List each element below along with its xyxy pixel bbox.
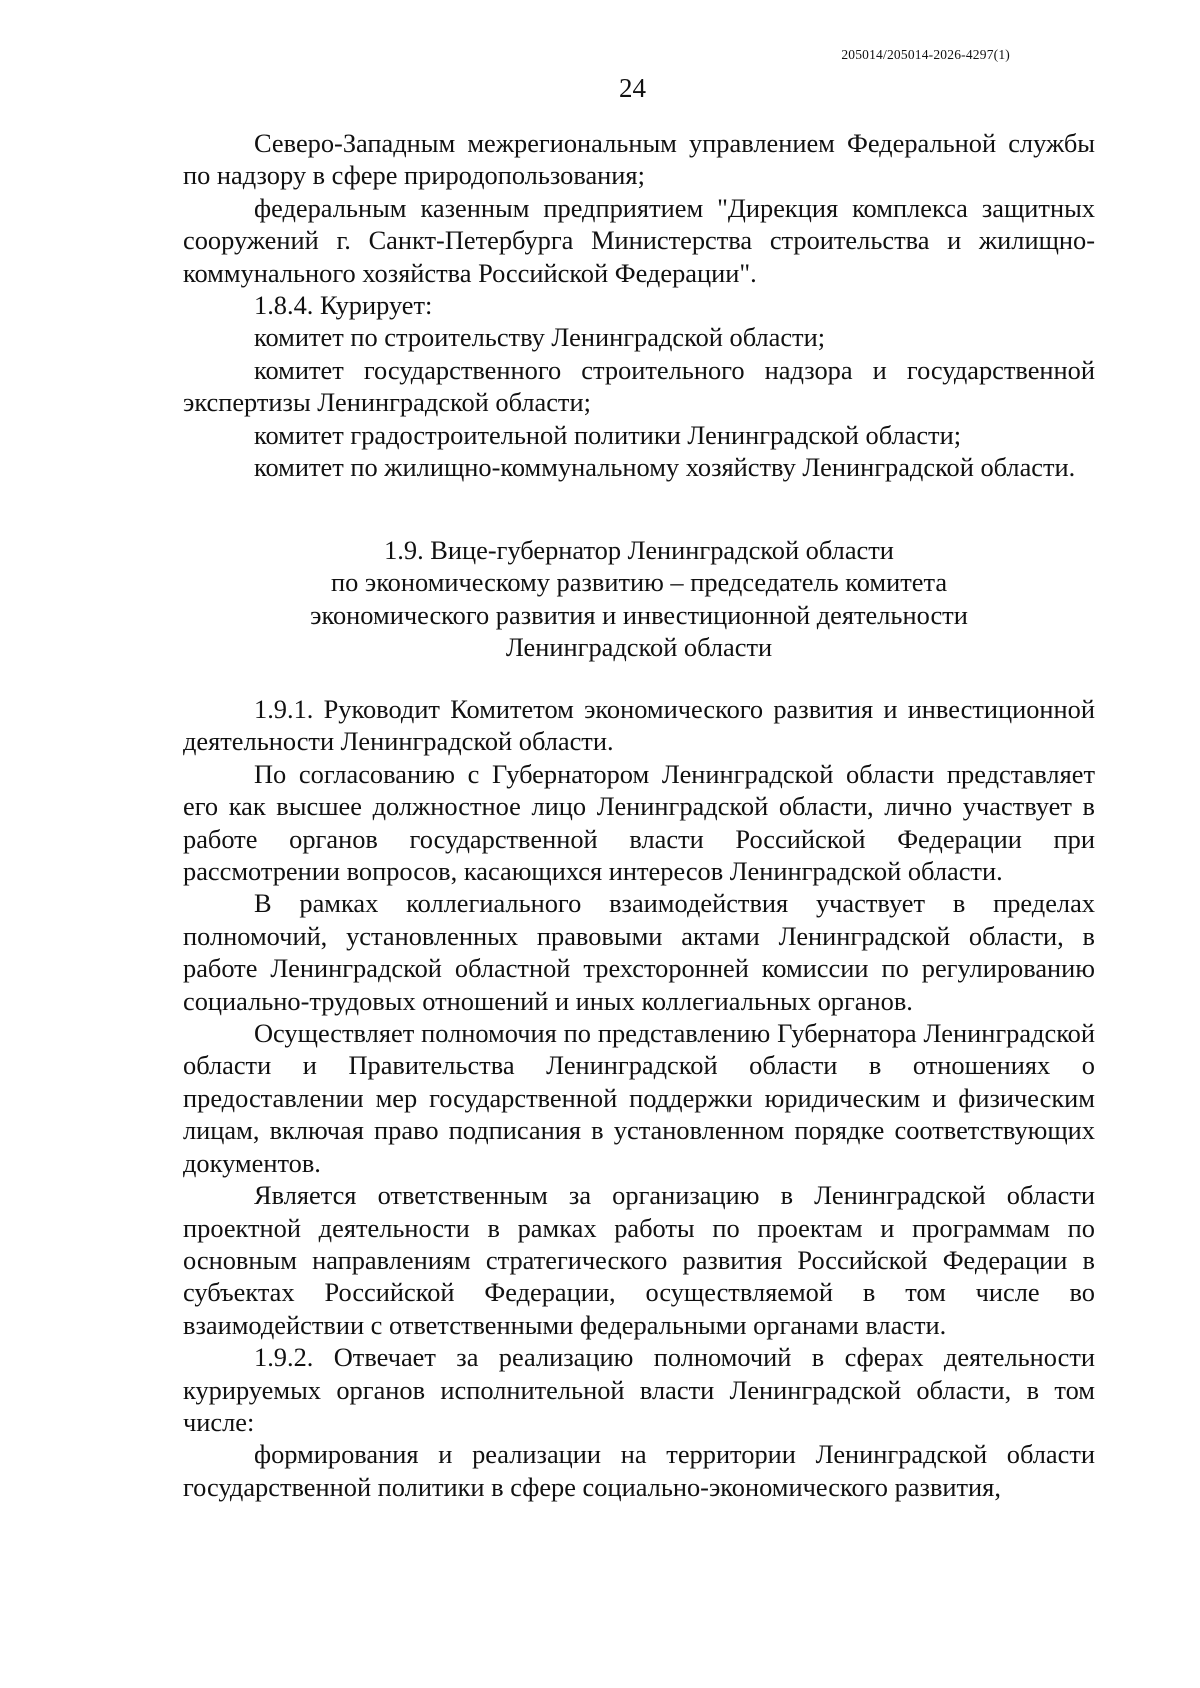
heading-line: по экономическому развитию – председатель комитета <box>330 567 948 598</box>
heading-line: экономического развития и инвестиционной деятельности <box>310 599 968 630</box>
paragraph: комитет градостроительной политики Ленинградской области; <box>254 419 962 450</box>
paragraph: Осуществляет полномочия по представлению Губернатора Ленинградской области и Правительства Ленинградской области в отношениях о предоставлении мер государственной поддержки юридическим и физическим лицам, включая право подписания в установленном порядке соответствующих документов. <box>183 1018 1095 1178</box>
paragraph: федеральным казенным предприятием "Дирекция комплекса защитных сооружений г. Санкт-Петербурга Министерства строительства и жилищно-коммунального хозяйства Российской Федерации". <box>183 192 1095 288</box>
paragraph: формирования и реализации на территории Ленинградской области государственной политики в сфере социально-экономического развития, <box>183 1439 1095 1502</box>
paragraph: Является ответственным за организацию в Ленинградской области проектной деятельности в рамках работы по проектам и программам по основным направлениям стратегического развития Российской Федерации в субъектах Российской Федерации, осуществляемой в том числе во взаимодействии с ответственными федеральными органами власти. <box>183 1180 1095 1340</box>
text-block-bottom <box>183 693 1095 1503</box>
paragraph: 1.9.1. Руководит Комитетом экономического развития и инвестиционной деятельности Ленинградской области. <box>183 694 1095 757</box>
heading-line: Ленинградской области <box>505 632 773 663</box>
paragraph: комитет государственного строительного надзора и государственной экспертизы Ленинградской области; <box>183 354 1095 418</box>
paragraph: комитет по строительству Ленинградской области; <box>254 322 826 353</box>
section-heading <box>183 534 1095 664</box>
paragraph: комитет по жилищно-коммунальному хозяйству Ленинградской области. <box>254 452 1076 483</box>
text-block-top <box>183 127 1095 483</box>
paragraph: Северо-Западным межрегиональным управлением Федеральной службы по надзору в сфере природопользования; <box>183 128 1095 191</box>
document-id: 205014/205014-2026-4297(1) <box>841 47 1010 62</box>
paragraph: В рамках коллегиального взаимодействия участвует в пределах полномочий, установленных правовыми актами Ленинградской области, в работе Ленинградской областной трехсторонней комиссии по регулированию социально-трудовых отношений и иных коллегиальных органов. <box>183 888 1095 1016</box>
heading-line: 1.9. Вице-губернатор Ленинградской области <box>384 535 894 565</box>
paragraph: 1.9.2. Отвечает за реализацию полномочий в сферах деятельности курируемых органов исполнительной власти Ленинградской области, в том числе: <box>183 1342 1095 1437</box>
paragraph: 1.8.4. Курирует: <box>254 290 433 321</box>
page-number: 24 <box>619 73 646 103</box>
paragraph: По согласованию с Губернатором Ленинградской области представляет его как высшее должностное лицо Ленинградской области, лично участвует в работе органов государственной власти Российской Федерации при рассмотрении вопросов, касающихся интересов Ленинградской области. <box>183 758 1095 887</box>
